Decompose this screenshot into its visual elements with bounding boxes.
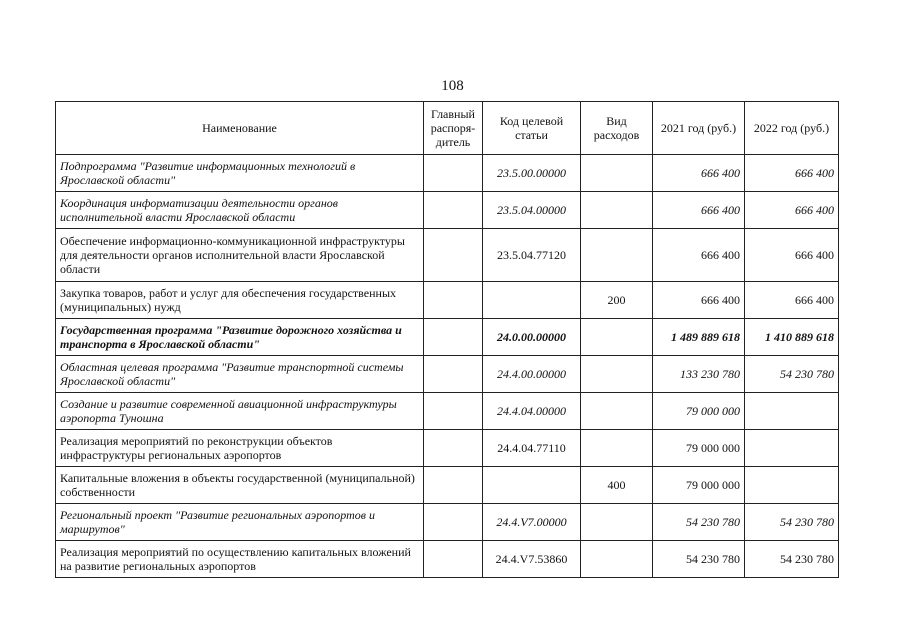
cell-name: Создание и развитие современной авиационной инфраструктуры аэропорта Туношна [56,393,424,430]
table-row [56,430,839,467]
page-number: 108 [441,78,464,94]
cell-2021: 79 000 000 [653,430,745,467]
table-row [56,393,839,430]
cell-kind [581,430,653,467]
cell-manager [424,356,483,393]
cell-2022: 54 230 780 [745,356,839,393]
cell-code: 24.4.V7.53860 [483,541,581,578]
cell-name: Региональный проект "Развитие региональных аэропортов и маршрутов" [56,504,424,541]
cell-code: 23.5.04.00000 [483,192,581,229]
cell-2022 [745,467,839,504]
cell-kind [581,319,653,356]
cell-name: Реализация мероприятий по осуществлению капитальных вложений на развитие региональных аэропортов [56,541,424,578]
cell-kind [581,192,653,229]
cell-2021: 54 230 780 [653,504,745,541]
cell-2022: 666 400 [745,155,839,192]
cell-manager [424,504,483,541]
cell-manager [424,155,483,192]
header-kind: Вид расходов [581,102,653,155]
cell-2021: 79 000 000 [653,393,745,430]
cell-code: 24.4.04.00000 [483,393,581,430]
cell-kind [581,229,653,282]
cell-name: Реализация мероприятий по реконструкции объектов инфраструктуры региональных аэропортов [56,430,424,467]
cell-code: 24.0.00.00000 [483,319,581,356]
cell-name: Закупка товаров, работ и услуг для обеспечения государственных (муниципальных) нужд [56,282,424,319]
table-row [56,467,839,504]
cell-kind: 400 [581,467,653,504]
cell-code [483,467,581,504]
cell-name: Координация информатизации деятельности органов исполнительной власти Ярославской области [56,192,424,229]
table-row [56,192,839,229]
table-row [56,155,839,192]
cell-kind [581,504,653,541]
cell-kind [581,356,653,393]
cell-manager [424,192,483,229]
cell-name: Областная целевая программа "Развитие транспортной системы Ярославской области" [56,356,424,393]
cell-2022: 54 230 780 [745,541,839,578]
cell-manager [424,467,483,504]
cell-manager [424,229,483,282]
table-row [56,319,839,356]
cell-2021: 133 230 780 [653,356,745,393]
header-2021: 2021 год (руб.) [653,102,745,155]
cell-2022: 666 400 [745,192,839,229]
cell-name: Государственная программа "Развитие дорожного хозяйства и транспорта в Ярославской области" [56,319,424,356]
cell-2021: 666 400 [653,155,745,192]
cell-2022: 666 400 [745,229,839,282]
cell-kind: 200 [581,282,653,319]
cell-2021: 666 400 [653,282,745,319]
header-manager: Главный распоря-дитель [424,102,483,155]
cell-2021: 79 000 000 [653,467,745,504]
cell-name: Подпрограмма "Развитие информационных технологий в Ярославской области" [56,155,424,192]
cell-2021: 1 489 889 618 [653,319,745,356]
header-2022: 2022 год (руб.) [745,102,839,155]
cell-manager [424,393,483,430]
cell-2022: 1 410 889 618 [745,319,839,356]
table-row [56,356,839,393]
cell-manager [424,541,483,578]
cell-name: Капитальные вложения в объекты государственной (муниципальной) собственности [56,467,424,504]
budget-table [55,101,839,578]
cell-code: 23.5.00.00000 [483,155,581,192]
cell-kind [581,393,653,430]
table-row [56,229,839,282]
cell-2022: 54 230 780 [745,504,839,541]
cell-code: 24.4.04.77110 [483,430,581,467]
cell-2021: 666 400 [653,229,745,282]
cell-2022: 666 400 [745,282,839,319]
table-header-row [56,102,839,155]
table-row [56,541,839,578]
cell-code [483,282,581,319]
cell-2022 [745,430,839,467]
header-code: Код целевой статьи [483,102,581,155]
cell-code: 23.5.04.77120 [483,229,581,282]
table-row [56,282,839,319]
cell-2022 [745,393,839,430]
cell-code: 24.4.00.00000 [483,356,581,393]
table-row [56,504,839,541]
cell-kind [581,541,653,578]
cell-manager [424,319,483,356]
cell-manager [424,282,483,319]
cell-name: Обеспечение информационно-коммуникационной инфраструктуры для деятельности органов исполнительной власти Ярославской области [56,229,424,282]
cell-2021: 666 400 [653,192,745,229]
header-name: Наименование [56,102,424,155]
cell-manager [424,430,483,467]
cell-kind [581,155,653,192]
cell-2021: 54 230 780 [653,541,745,578]
cell-code: 24.4.V7.00000 [483,504,581,541]
